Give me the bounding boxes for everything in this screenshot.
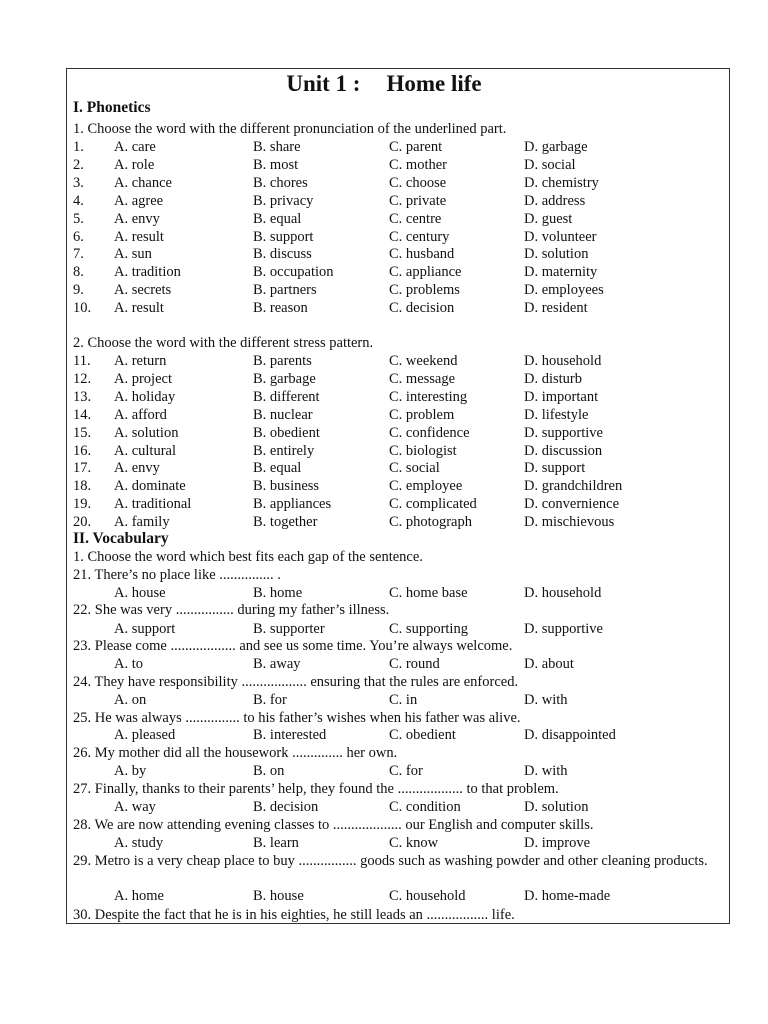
question-number: 11. [73,353,91,369]
vocabulary-question-22: 22. She was very ................ during my father’s illness. [73,602,390,618]
option-a[interactable]: A. dominate [114,478,186,495]
option-a[interactable]: A. tradition [114,264,181,281]
option-c[interactable]: C. obedient [389,727,456,743]
option-d[interactable]: D. about [524,656,574,672]
option-c[interactable]: C. parent [389,139,443,155]
option-a[interactable]: A. way [114,799,156,815]
question-number: 16. [73,442,92,459]
option-a[interactable]: A. traditional [114,496,192,513]
option-b[interactable]: B. on [253,763,285,779]
vocabulary-question-28: 28. We are now attending evening classes to ................... our English and computer skills. [73,817,594,833]
option-a[interactable]: A. result [114,300,164,317]
option-d[interactable]: D. disappointed [524,727,616,743]
stress-question-row [0,495,768,513]
option-a[interactable]: A. by [114,763,147,779]
question-number: 19. [73,496,92,513]
option-a[interactable]: A. support [114,621,176,637]
pronunciation-question-row [0,263,768,281]
option-c[interactable]: C. social [389,460,440,477]
option-d[interactable]: D. address [524,192,586,209]
question-number: 2. [73,156,84,173]
option-a[interactable]: A. afford [114,406,167,423]
option-d[interactable]: D. volunteer [524,228,597,245]
option-d[interactable]: D. household [524,585,602,601]
unit-topic: Home life [386,71,482,96]
stress-question-row [0,513,768,531]
option-b[interactable]: B. share [253,139,301,155]
option-b[interactable]: B. chores [253,174,308,191]
option-d[interactable]: D. social [524,156,576,173]
option-b[interactable]: B. learn [253,835,299,851]
option-c[interactable]: C. interesting [389,388,468,405]
pronunciation-question-row [0,228,768,246]
stress-question-row [0,424,768,442]
option-a[interactable]: A. to [114,656,143,672]
option-c[interactable]: C. decision [389,300,455,317]
page-title [0,69,768,99]
option-c[interactable]: C. home base [389,585,468,601]
option-b[interactable]: B. reason [253,300,308,317]
option-d[interactable]: D. with [524,763,568,779]
vocabulary-question-24: 24. They have responsibility .................. ensuring that the rules are enforced. [73,674,519,690]
pronunciation-question-row [0,245,768,263]
question-number: 4. [73,192,84,209]
option-a[interactable]: A. sun [114,246,152,263]
vocabulary-question-25: 25. He was always ............... to his father’s wishes when his father was alive. [73,710,521,726]
option-d[interactable]: D. employees [524,282,604,299]
vocabulary-options-row [0,691,768,709]
section-heading-phonetics: I. Phonetics [73,99,151,116]
option-d[interactable]: D. discussion [524,442,603,459]
option-d[interactable]: D. garbage [524,139,588,155]
question-number: 1. [73,139,84,155]
option-a[interactable]: A. role [114,156,155,173]
option-c[interactable]: C. century [389,228,450,245]
option-b[interactable]: B. most [253,156,299,173]
option-b[interactable]: B. interested [253,727,327,743]
stress-question-row [0,388,768,406]
vocabulary-options-row [0,726,768,744]
option-c[interactable]: C. for [389,763,423,779]
question-number: 8. [73,264,84,281]
option-b[interactable]: B. business [253,478,320,495]
option-d[interactable]: D. solution [524,246,589,263]
pronunciation-question-row [0,174,768,192]
question-number: 12. [73,370,92,387]
option-b[interactable]: B. for [253,692,287,708]
vocabulary-instruction: 1. Choose the word which best fits each gap of the sentence. [73,549,423,565]
option-d[interactable]: D. guest [524,210,573,227]
option-c[interactable]: C. problems [389,282,460,299]
option-d[interactable]: D. convernience [524,496,620,513]
option-b[interactable]: B. supporter [253,621,325,637]
option-a[interactable]: A. result [114,228,164,245]
pronunciation-question-row [0,299,768,317]
option-b[interactable]: B. different [253,388,320,405]
option-d[interactable]: D. solution [524,799,589,815]
stress-question-row [0,477,768,495]
option-a[interactable]: A. chance [114,174,172,191]
question-number: 18. [73,478,92,495]
option-d[interactable]: D. maternity [524,264,598,281]
option-b[interactable]: B. privacy [253,192,314,209]
phonetics-instruction-2: 2. Choose the word with the different stress pattern. [73,335,374,351]
stress-question-row [0,406,768,424]
option-b[interactable]: B. equal [253,460,302,477]
vocabulary-options-row [0,620,768,638]
question-number: 5. [73,210,84,227]
question-number: 15. [73,424,92,441]
option-b[interactable]: B. decision [253,799,319,815]
question-number: 7. [73,246,84,263]
vocabulary-question-26: 26. My mother did all the housework .............. her own. [73,745,398,761]
option-c[interactable]: C. weekend [389,353,458,369]
option-b[interactable]: B. partners [253,282,317,299]
option-c[interactable]: C. husband [389,246,455,263]
question-number: 3. [73,174,84,191]
option-d[interactable]: D. disturb [524,370,582,387]
option-d[interactable]: D. with [524,692,568,708]
option-a[interactable]: A. home [114,888,164,904]
option-c[interactable]: C. employee [389,478,463,495]
option-c[interactable]: C. choose [389,174,447,191]
option-d[interactable]: D. grandchildren [524,478,623,495]
stress-question-row [0,459,768,477]
option-a[interactable]: A. pleased [114,727,176,743]
option-c[interactable]: C. centre [389,210,442,227]
question-number: 17. [73,460,92,477]
question-number: 13. [73,388,92,405]
option-b[interactable]: B. home [253,585,303,601]
question-number: 6. [73,228,84,245]
option-b[interactable]: B. parents [253,353,312,369]
vocabulary-question-21: 21. There’s no place like ............... . [73,567,281,583]
option-b[interactable]: B. nuclear [253,406,313,423]
option-d[interactable]: D. supportive [524,424,603,441]
option-d[interactable]: D. resident [524,300,588,317]
option-c[interactable]: C. biologist [389,442,457,459]
option-d[interactable]: D. mischievous [524,514,615,531]
vocabulary-options-row [0,887,768,905]
option-d[interactable]: D. improve [524,835,591,851]
option-d[interactable]: D. supportive [524,621,603,637]
option-c[interactable]: C. in [389,692,418,708]
question-number: 20. [73,514,92,531]
option-c[interactable]: C. confidence [389,424,470,441]
option-a[interactable]: A. solution [114,424,179,441]
option-c[interactable]: C. photograph [389,514,472,531]
option-d[interactable]: D. home-made [524,888,611,904]
option-c[interactable]: C. message [389,370,456,387]
option-b[interactable]: B. together [253,514,318,531]
pronunciation-question-row [0,192,768,210]
vocabulary-question-29: 29. Metro is a very cheap place to buy ................ goods such as washing powder and other cleaning products. [73,853,708,869]
option-d[interactable]: D. chemistry [524,174,599,191]
vocabulary-options-row [0,655,768,673]
option-b[interactable]: B. obedient [253,424,320,441]
option-a[interactable]: A. on [114,692,147,708]
option-c[interactable]: C. condition [389,799,461,815]
vocabulary-question-30: 30. Despite the fact that he is in his eighties, he still leads an ................. life. [73,907,515,923]
option-c[interactable]: C. know [389,835,439,851]
option-c[interactable]: C. household [389,888,466,904]
option-a[interactable]: A. return [114,353,167,369]
pronunciation-question-row [0,210,768,228]
option-b[interactable]: B. discuss [253,246,312,263]
vocabulary-options-row [0,762,768,780]
option-c[interactable]: C. appliance [389,264,462,281]
phonetics-instruction-1: 1. Choose the word with the different pronunciation of the underlined part. [73,121,507,137]
option-b[interactable]: B. support [253,228,314,245]
pronunciation-question-row [0,138,768,156]
option-b[interactable]: B. garbage [253,370,316,387]
question-number: 10. [73,300,92,317]
vocabulary-options-row [0,798,768,816]
option-b[interactable]: B. occupation [253,264,334,281]
option-b[interactable]: B. house [253,888,304,904]
option-a[interactable]: A. care [114,139,156,155]
option-d[interactable]: D. support [524,460,586,477]
option-c[interactable]: C. supporting [389,621,468,637]
vocabulary-options-row [0,834,768,852]
question-number: 9. [73,282,84,299]
section-heading-vocabulary: II. Vocabulary [73,530,169,547]
option-d[interactable]: D. important [524,388,599,405]
question-number: 14. [73,406,92,423]
option-d[interactable]: D. household [524,353,602,369]
unit-label: Unit 1 : [286,71,361,96]
option-a[interactable]: A. holiday [114,388,176,405]
option-a[interactable]: A. secrets [114,282,172,299]
option-a[interactable]: A. envy [114,210,160,227]
option-c[interactable]: C. round [389,656,440,672]
vocabulary-question-23: 23. Please come .................. and see us some time. You’re always welcome. [73,638,513,654]
vocabulary-question-27: 27. Finally, thanks to their parents’ help, they found the .................. to that problem. [73,781,559,797]
option-a[interactable]: A. envy [114,460,160,477]
option-c[interactable]: C. problem [389,406,455,423]
option-a[interactable]: A. project [114,370,172,387]
option-a[interactable]: A. agree [114,192,164,209]
option-b[interactable]: B. away [253,656,301,672]
option-a[interactable]: A. family [114,514,170,531]
option-a[interactable]: A. study [114,835,164,851]
option-d[interactable]: D. lifestyle [524,406,589,423]
stress-question-row [0,442,768,460]
stress-question-row [0,352,768,370]
pronunciation-question-row [0,156,768,174]
option-a[interactable]: A. cultural [114,442,177,459]
option-b[interactable]: B. entirely [253,442,315,459]
option-c[interactable]: C. complicated [389,496,477,513]
vocabulary-options-row [0,584,768,602]
pronunciation-question-row [0,281,768,299]
option-a[interactable]: A. house [114,585,166,601]
option-b[interactable]: B. equal [253,210,302,227]
option-c[interactable]: C. mother [389,156,447,173]
option-b[interactable]: B. appliances [253,496,332,513]
stress-question-row [0,370,768,388]
option-c[interactable]: C. private [389,192,447,209]
